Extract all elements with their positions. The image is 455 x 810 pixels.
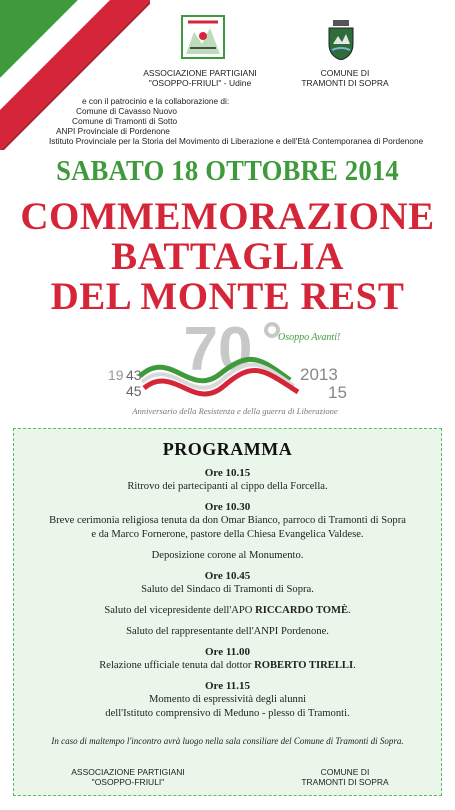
anniversary-year-left-3: 45 bbox=[126, 383, 142, 399]
program-hour: Ore 11.15 bbox=[204, 680, 250, 692]
patronage-item: Istituto Provinciale per la Storia del Movimento di Liberazione e dell'Età Contemporanea di Pordenone bbox=[49, 136, 424, 146]
program-title: PROGRAMMA bbox=[162, 439, 293, 459]
saluto-vice-name: RICCARDO TOMÈ bbox=[255, 605, 349, 616]
relazione-name: ROBERTO TIRELLI bbox=[254, 660, 354, 671]
anniversary-year-right-1: 2013 bbox=[300, 365, 338, 384]
patronage-list bbox=[49, 96, 452, 146]
footer-comune-label bbox=[290, 767, 400, 787]
saluto-vice-prefix: Saluto del vicepresidente dell'APO bbox=[104, 605, 253, 616]
anniversary-caption: Anniversario della Resistenza e della guerra di Liberazione bbox=[132, 406, 338, 416]
patronage-item: Comune di Cavasso Nuovo bbox=[76, 106, 177, 116]
anniversary-70-logo bbox=[100, 318, 370, 418]
program-hour: Ore 11.00 bbox=[204, 646, 250, 658]
patronage-item: ANPI Provinciale di Pordenone bbox=[56, 126, 170, 136]
saluto-vice-suffix: . bbox=[348, 605, 351, 616]
relazione-prefix: Relazione ufficiale tenuta dal dottor bbox=[99, 660, 252, 671]
apo-logo-icon bbox=[176, 10, 230, 64]
apo-label-line2: "OSOPPO-FRIULI" - Udine bbox=[148, 78, 252, 88]
anniversary-year-left-1: 19 bbox=[108, 367, 124, 383]
program-line bbox=[14, 604, 441, 618]
event-date: SABATO 18 OTTOBRE 2014 bbox=[56, 155, 399, 187]
footer-apo-line1: ASSOCIAZIONE PARTIGIANI bbox=[71, 767, 185, 777]
footer-comune-line2: TRAMONTI DI SOPRA bbox=[301, 777, 389, 787]
title-line-1: COMMEMORAZIONE bbox=[20, 195, 435, 238]
program-box bbox=[13, 428, 442, 796]
apo-label bbox=[130, 68, 270, 88]
weather-note: In caso di maltempo l'incontro avrà luogo nella sala consiliare del Comune di Tramonti di Sopra. bbox=[51, 736, 404, 746]
comune-label bbox=[290, 68, 400, 88]
program-line: Momento di espressività degli alunni bbox=[148, 694, 307, 705]
anniversary-big-number: 70 bbox=[183, 318, 253, 384]
apo-label-line1: ASSOCIAZIONE PARTIGIANI bbox=[143, 68, 257, 78]
program-line: Breve cerimonia religiosa tenuta da don Omar Bianco, parroco di Tramonti di Sopra bbox=[49, 515, 406, 526]
program-line: e da Marco Fornerone, pastore della Chiesa Evangelica Valdese. bbox=[91, 529, 364, 540]
footer-comune-line1: COMUNE DI bbox=[320, 767, 370, 777]
program-line: dell'Istituto comprensivo di Meduno - plesso di Tramonti. bbox=[105, 708, 350, 719]
program-line: Saluto del Sindaco di Tramonti di Sopra. bbox=[141, 584, 314, 595]
comune-label-line1: COMUNE DI bbox=[320, 68, 370, 78]
program-line: Saluto del rappresentante dell'ANPI Pordenone. bbox=[126, 626, 329, 637]
footer-apo-line2: "OSOPPO-FRIULI" bbox=[91, 777, 165, 787]
comune-label-line2: TRAMONTI DI SOPRA bbox=[301, 78, 389, 88]
anniversary-year-left-2: 43 bbox=[126, 367, 142, 383]
program-line: Deposizione corone al Monumento. bbox=[151, 550, 304, 561]
program-line: Ritrovo dei partecipanti al cippo della Forcella. bbox=[127, 481, 328, 492]
patronage-intro: e con il patrocinio e la collaborazione di: bbox=[82, 96, 230, 106]
program-hour: Ore 10.45 bbox=[204, 570, 251, 582]
program-hour: Ore 10.15 bbox=[204, 467, 251, 479]
comune-crest-icon bbox=[326, 20, 356, 60]
program-hour: Ore 10.30 bbox=[204, 501, 251, 513]
patronage-item: Comune di Tramonti di Sotto bbox=[72, 116, 178, 126]
program-line bbox=[14, 659, 441, 673]
anniversary-motto: Osoppo Avanti! bbox=[278, 332, 341, 343]
title-line-3: DEL MONTE REST bbox=[50, 275, 405, 318]
relazione-suffix: . bbox=[353, 660, 356, 671]
title-line-2: BATTAGLIA bbox=[111, 235, 344, 278]
anniversary-year-right-2: 15 bbox=[328, 383, 347, 402]
footer-apo-label bbox=[58, 767, 198, 787]
